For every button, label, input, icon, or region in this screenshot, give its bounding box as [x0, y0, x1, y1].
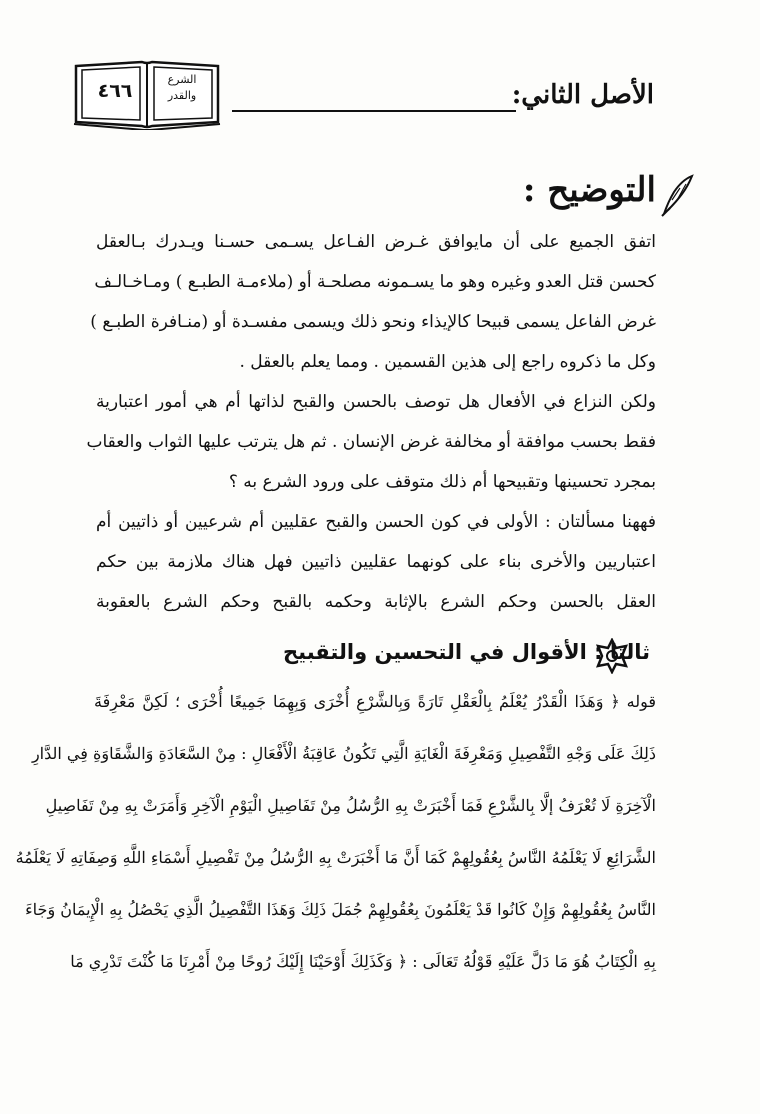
page-number: ٤٦٦ — [97, 80, 133, 102]
paragraph-line: ولكن النزاع في الأفعال هل توصف بالحسن والقبح لذاتها أم هي أمور اعتبارية — [96, 392, 656, 412]
paragraph-line: فقط بحسب موافقة أو مخالفة غرض الإنسان . ثم هل يترتب عليها الثواب والعقاب — [86, 432, 656, 452]
subsection-heading: ثالثا : الأقوال في التحسين والتقبيح — [283, 640, 650, 664]
quote-line: بِهِ الْكِتَابُ هُوَ مَا دَلَّ عَلَيْهِ قَوْلُهُ تَعَالَى : ﴿ وَكَذَلِكَ أَوْحَيْنَا إِلَيْكَ رُوحًا مِنْ أَمْرِنَا مَا كُنْتَ تَدْرِي مَا — [70, 952, 656, 971]
paragraph-line: غرض الفاعل يسمى قبيحا كالإيذاء ونحو ذلك ويسمى مفسـدة أو (منـافرة الطبـع ) — [90, 312, 656, 332]
section-heading: التوضيح : — [522, 170, 656, 210]
page-header — [0, 52, 760, 132]
paragraph-line: بمجرد تحسينها وتقبيحها أم ذلك متوقف على ورود الشرع به ؟ — [228, 472, 656, 492]
quill-icon — [658, 172, 696, 218]
quote-line: الْآخِرَةِ لَا تُعْرَفُ إلَّا بِالشَّرْعِ فَمَا أَخْبَرَتْ بِهِ الرُّسُلُ مِنْ تَفَاصِيلِ الْيَوْمِ الْآخِرِ وَأَمَرَتْ بِهِ مِنْ تَفَاصِيلِ — [45, 796, 656, 815]
paragraph-line: اتفق الجميع على أن مايوافق غـرض الفـاعل يسـمى حسـنا ويـدرك بـالعقل — [96, 232, 656, 252]
open-book-icon — [72, 58, 222, 130]
paragraph-line: وكل ما ذكروه راجع إلى هذين القسمين . ومما يعلم بالعقل . — [239, 352, 656, 372]
chapter-title: الأصل الثاني: — [511, 80, 654, 110]
paragraph-line: فههنا مسألتان : الأولى في كون الحسن والقبح عقليين أم شرعيين أو ذاتيين أم — [96, 512, 656, 532]
book-title-line2: والقدر — [167, 89, 197, 102]
book-title — [156, 72, 208, 104]
book-title-line1: الشرع — [167, 73, 197, 86]
paragraph-line: اعتباريين والأخرى بناء على كونهما عقليين ذاتيين فهل هناك ملازمة بين حكم — [96, 552, 656, 572]
quote-line: الشَّرَائِعِ لَا يَعْلَمُهُ النَّاسُ بِعُقُولِهِمْ كَمَا أَنَّ مَا أَخْبَرَتْ بِهِ الرُّسُلُ مِنْ تَفْصِيلِ أَسْمَاءِ اللَّهِ وَصِفَاتِهِ لَا يَعْلَمُهُ — [15, 848, 656, 867]
quote-line: ذَلِكَ عَلَى وَجْهِ التَّفْصِيلِ وَمَعْرِفَةَ الْغَايَةِ الَّتِي تَكُونُ عَاقِبَةُ الْأَفْعَالِ : مِنْ السَّعَادَةِ وَالشَّقَاوَةِ فِي الدَّارِ — [31, 744, 656, 763]
quote-line: قوله ﴿ وَهَذَا الْقَدْرُ يُعْلَمُ بِالْعَقْلِ تَارَةً وَبِالشَّرْعِ أُخْرَى وَبِهِمَا جَمِيعًا أُخْرَى ؛ لَكِنَّ مَعْرِفَةَ — [94, 692, 656, 711]
quote-line: النَّاسُ بِعُقُولِهِمْ وَإِنْ كَانُوا قَدْ يَعْلَمُونَ بِعُقُولِهِمْ جُمَلَ ذَلِكَ وَهَذَا التَّفْصِيلُ الَّذِي يَحْصُلُ بِهِ الْإِيمَانُ وَجَاءَ — [25, 900, 656, 919]
paragraph-line: العقل بالحسن وحكم الشرع بالإثابة وحكمه بالقبح وحكم الشرع بالعقوبة — [96, 592, 656, 612]
header-rule — [232, 110, 516, 112]
paragraph-line: كحسن قتل العدو وغيره وهو ما يسـمونه مصلحـة أو (ملاءمـة الطبـع ) ومـاخـالـف — [94, 272, 656, 292]
